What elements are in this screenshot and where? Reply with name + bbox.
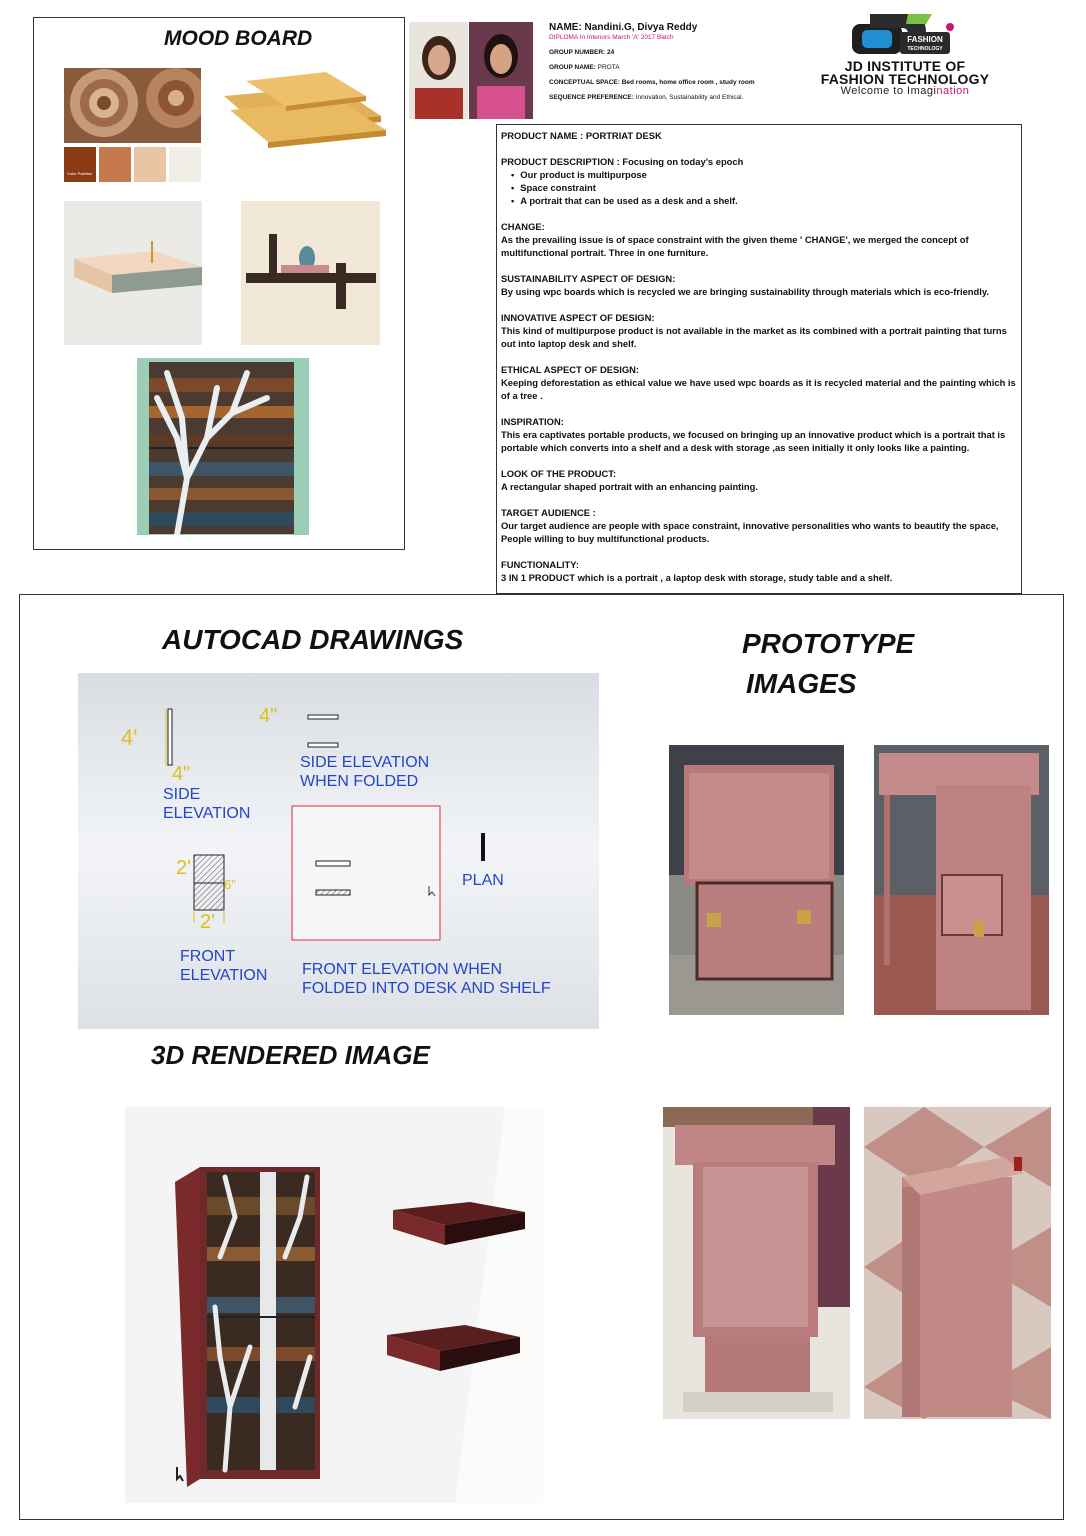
section-title: FUNCTIONALITY: (501, 559, 579, 570)
logo-tagline-a: Welcome to Imagi (840, 85, 937, 97)
section-text: Keeping deforestation as ethical value we have used wpc boards as it is recycled material and the painting which is of a tree . (501, 377, 1016, 401)
label-line: SIDE (163, 786, 201, 803)
student-photo-2 (469, 22, 533, 119)
label-line: ELEVATION (180, 967, 268, 984)
prototype-image-3 (663, 1107, 850, 1419)
color-palette (64, 147, 201, 182)
institute-logo (850, 10, 960, 62)
prototype-heading-line2: IMAGES (746, 668, 857, 699)
sequence-label: SEQUENCE PREFERENCE: (549, 94, 634, 101)
product-description-panel (496, 124, 1022, 594)
section-text: A rectangular shaped portrait with an enhancing painting. (501, 481, 758, 492)
section-title: INNOVATIVE ASPECT OF DESIGN: (501, 312, 655, 323)
conceptual-space-row (549, 79, 799, 86)
floating-shelf-image-2 (241, 201, 380, 345)
dim-4in-side: 4" (172, 763, 191, 785)
tree-painting-image (137, 358, 309, 535)
plan-label: PLAN (462, 872, 504, 889)
dim-2ft-bottom: 2' (200, 911, 215, 933)
prototype-heading-line1: PROTOTYPE (742, 628, 915, 659)
section-text: This kind of multipurpose product is not available in the market as its combined with a portrait painting that turns out into laptop desk and shelf. (501, 325, 1007, 349)
section-inspiration (501, 415, 1017, 454)
section-text: This era captivates portable products, we focused on bringing up an innovative product which is a portrait that is portable which converts into a shelf and a desk with storage ,as seen initially it only looks like a painting. (501, 429, 1006, 453)
product-description: PRODUCT DESCRIPTION : Focusing on today's epoch (501, 156, 744, 167)
bullet-item: • Space constraint (511, 181, 1017, 194)
group-number-row (549, 49, 799, 56)
section-target-audience (501, 506, 1017, 545)
side-elevation-label (163, 785, 250, 823)
dim-4ft: 4' (121, 725, 138, 750)
label-line: FRONT ELEVATION WHEN (302, 961, 503, 978)
section-sustainability (501, 272, 1017, 298)
autocad-drawing-image (78, 673, 599, 1029)
side-elevation-folded-label (300, 753, 429, 791)
section-title: INSPIRATION: (501, 416, 564, 427)
dim-6in: 6" (224, 877, 236, 892)
palette-swatch (169, 147, 201, 182)
autocad-heading: AUTOCAD DRAWINGS (162, 624, 464, 655)
product-name: PRODUCT NAME : PORTRIAT DESK (501, 130, 662, 141)
section-change (501, 220, 1017, 259)
group-name-label: GROUP NAME: (549, 64, 596, 71)
rendered-heading: 3D RENDERED IMAGE (151, 1040, 430, 1070)
group-name-value: PROTA (597, 64, 620, 71)
product-bullets (501, 168, 1017, 207)
mood-board-title: MOOD BOARD (164, 27, 313, 50)
section-title: ETHICAL ASPECT OF DESIGN: (501, 364, 640, 375)
palette-swatch (99, 147, 131, 182)
section-text: By using wpc boards which is recycled we are bringing sustainability through materials which is eco-friendly. (501, 286, 989, 297)
logo-badge-top: FASHION (907, 35, 943, 44)
prototype-image-4 (864, 1107, 1051, 1419)
front-elevation-folded-label (302, 960, 551, 998)
section-ethical (501, 363, 1017, 402)
group-name-row (549, 64, 799, 71)
logo-tagline-b: nation (936, 85, 970, 97)
wood-boards-image (216, 66, 394, 154)
logo-title-line1: JD INSTITUTE OF (844, 58, 966, 74)
jd-logo-mark-icon (850, 10, 960, 62)
palette-swatch (64, 147, 96, 182)
shell-texture-image (64, 68, 201, 143)
section-look (501, 467, 1017, 493)
section-innovative (501, 311, 1017, 350)
sequence-row (549, 94, 799, 101)
logo-tagline (808, 85, 1002, 97)
label-line: FRONT (180, 948, 236, 965)
rendered-3d-image (125, 1107, 543, 1503)
bullet-item: • Our product is multipurpose (511, 168, 1017, 181)
bullet-item: • A portrait that can be used as a desk and a shelf. (511, 194, 1017, 207)
floating-shelf-image-1 (64, 201, 202, 345)
conceptual-space-value: Bed rooms, home office room , study room (621, 79, 755, 86)
label-line: ELEVATION (163, 805, 251, 822)
batch-info: DIPLOMA In Interiors March 'A' 2017 Batch (549, 34, 674, 41)
conceptual-space-label: CONCEPTUAL SPACE: (549, 79, 620, 86)
label-line: WHEN FOLDED (300, 773, 419, 790)
student-info (549, 22, 799, 101)
section-title: LOOK OF THE PRODUCT: (501, 468, 617, 479)
palette-label: Color Palettes (67, 171, 93, 176)
logo-title (808, 60, 1002, 86)
student-names: NAME: Nandini.G, Divya Reddy (549, 22, 698, 33)
dim-2ft-left: 2' (176, 857, 191, 879)
section-title: CHANGE: (501, 221, 545, 232)
logo-badge-bottom: TECHNOLOGY (907, 46, 943, 52)
group-number-value: 24 (607, 49, 615, 56)
prototype-image-2 (874, 745, 1049, 1015)
section-text: 3 IN 1 PRODUCT which is a portrait , a laptop desk with storage, study table and a shelf. (501, 572, 893, 583)
section-functionality (501, 558, 1017, 584)
student-photo-1 (409, 22, 468, 119)
sequence-value: Innovation, Sustainability and Ethical. (635, 94, 744, 101)
section-text: As the prevailing issue is of space constraint with the given theme ' CHANGE', we merged the concept of multifunctional portrait. Three in one furniture. (501, 234, 969, 258)
section-text: Our target audience are people with space constraint, innovative personalities who wants to beautify the space, People willing to buy multifunctional products. (501, 520, 999, 544)
group-number-label: GROUP NUMBER: (549, 49, 606, 56)
prototype-image-1 (669, 745, 844, 1015)
front-elevation-label (180, 947, 267, 985)
label-line: SIDE ELEVATION (300, 754, 430, 771)
section-title: SUSTAINABILITY ASPECT OF DESIGN: (501, 273, 676, 284)
logo-title-line2: FASHION TECHNOLOGY (820, 71, 990, 87)
label-line: FOLDED INTO DESK AND SHELF (302, 980, 551, 997)
palette-swatch (134, 147, 166, 182)
section-title: TARGET AUDIENCE : (501, 507, 596, 518)
dim-4in-top: 4" (259, 705, 278, 727)
